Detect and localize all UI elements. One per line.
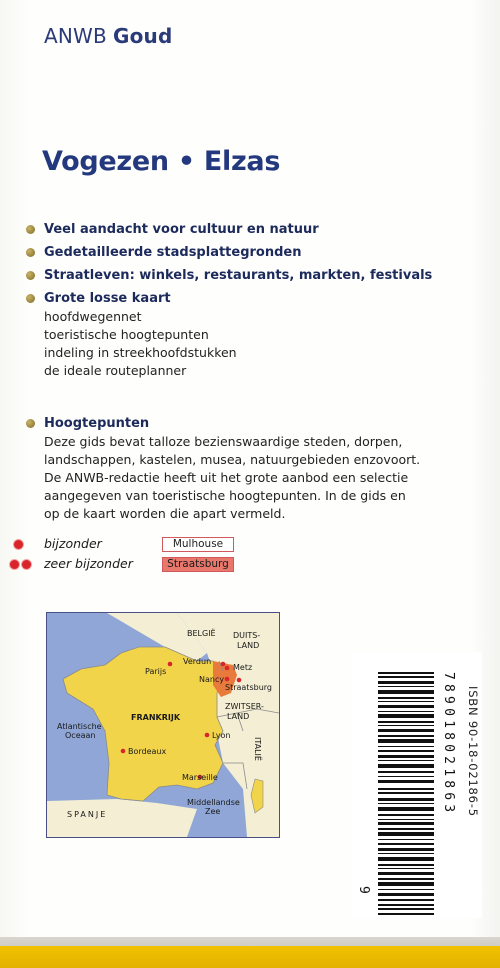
bullet-icon	[26, 225, 35, 234]
map-label-italie: ITALIË	[253, 737, 262, 761]
legend-example-box: Straatsburg	[162, 557, 234, 572]
map-label-straatsburg: Straatsburg	[225, 683, 272, 692]
barcode-icon	[378, 672, 434, 918]
legend-row-special: bijzonder Mulhouse	[10, 536, 270, 556]
bullet-icon	[26, 271, 35, 280]
publisher-logo	[44, 24, 172, 48]
bottom-grey-stripe	[0, 937, 500, 946]
single-dot-icon	[10, 540, 40, 550]
map-label-belgie: BELGIË	[187, 629, 216, 638]
bullet-icon	[26, 419, 35, 428]
highlights-line: landschappen, kastelen, musea, natuurgebieden enzovoort.	[44, 452, 421, 467]
map-label-ocean-1: Atlantische	[57, 722, 102, 731]
list-item: Straatleven: winkels, restaurants, markten, festivals	[24, 266, 484, 285]
highlights-section	[24, 414, 464, 527]
highlights-heading: Hoogtepunten	[44, 416, 150, 431]
bottom-gold-stripe	[0, 946, 500, 968]
map-label-lyon: Lyon	[212, 731, 231, 740]
map-label-duitsland-1: DUITS-	[233, 631, 261, 640]
map-legend	[10, 536, 270, 576]
highlights-line: Deze gids bevat talloze bezienswaardige steden, dorpen,	[44, 434, 403, 449]
sub-item: hoofdwegennet	[44, 309, 142, 324]
sub-item: de ideale routeplanner	[44, 363, 187, 378]
map-label-metz: Metz	[233, 663, 253, 672]
map-label-parijs: Parijs	[145, 667, 167, 676]
legend-row-very-special: zeer bijzonder Straatsburg	[10, 556, 270, 576]
sub-item: indeling in streekhoofdstukken	[44, 345, 237, 360]
map-label-duitsland-2: LAND	[237, 641, 260, 650]
map-label-ocean-2: Oceaan	[65, 731, 96, 740]
series-name: Goud	[112, 24, 173, 48]
list-item: Grote losse kaart hoofdwegennet toeristische hoogtepunten indeling in streekhoofdstukken de ideale routeplanner	[24, 289, 484, 380]
map-label-spanje: SPANJE	[67, 810, 108, 819]
bullet-icon	[26, 248, 35, 257]
map-label-verdun: Verdun	[183, 657, 212, 666]
map-label-sea-1: Middellandse	[187, 798, 240, 807]
overview-map	[46, 612, 280, 838]
bullet-icon	[26, 294, 35, 303]
barcode-digits: 789018021863	[441, 672, 456, 817]
page-title: Vogezen • Elzas	[42, 146, 281, 177]
highlights-line: op de kaart worden die apart vermeld.	[44, 506, 286, 521]
map-label-bordeaux: Bordeaux	[128, 747, 167, 756]
highlights-line: De ANWB-redactie heeft uit het grote aanbod een selectie	[44, 470, 409, 485]
legend-example-box: Mulhouse	[162, 537, 234, 552]
double-dot-icon	[10, 560, 40, 570]
map-label-zwitserland-2: LAND	[227, 712, 250, 721]
highlights-line: aangegeven van toeristische hoogtepunten. In de gids en	[44, 488, 406, 503]
map-label-frankrijk: FRANKRIJK	[131, 713, 181, 722]
list-item	[24, 414, 464, 523]
map-label-nancy: Nancy	[199, 675, 225, 684]
map-label-zwitserland-1: ZWITSER-	[225, 702, 264, 711]
map-label-sea-2: Zee	[205, 807, 221, 816]
publisher-name: ANWB	[44, 24, 107, 48]
isbn-label: ISBN 90-18-02186-5	[466, 686, 480, 817]
feature-list	[24, 220, 484, 384]
map-label-marseille: Marseille	[182, 773, 218, 782]
list-item: Veel aandacht voor cultuur en natuur	[24, 220, 484, 239]
list-item: Gedetailleerde stadsplattegronden	[24, 243, 484, 262]
sub-item: toeristische hoogtepunten	[44, 327, 209, 342]
barcode-lead-digit: 9	[356, 886, 371, 894]
